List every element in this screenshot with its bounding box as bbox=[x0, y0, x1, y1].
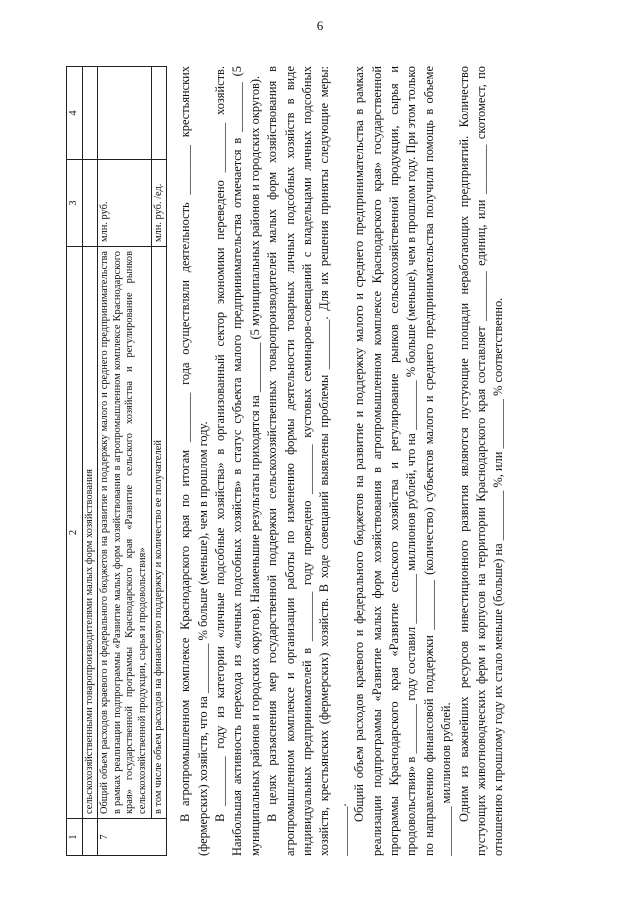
row-7b-unit: млн. руб. /ед. bbox=[151, 160, 167, 247]
page-number: 6 bbox=[316, 18, 324, 33]
header-cell-1: 1 bbox=[67, 819, 83, 856]
rotated-content bbox=[66, 66, 614, 856]
table-header-row bbox=[67, 67, 83, 856]
row-7-text: Общий объем расходов краевого и федерального бюджетов на развитие и поддержку малого и среднего предпринимательства в рамках реализации подпрограммы «Развитие малых форм хозяйствования в агропромышленном комплексе Краснодарского края» государственной программы Краснодарского края «Развитие сельского хозяйства и регулирование рынков сельскохозяйственной продукции, сырья и продовольствия» bbox=[98, 247, 151, 819]
header-cell-3: 3 bbox=[67, 160, 83, 247]
section-text: сельскохозяйственными товаропроизводителями малых форм хозяйствования bbox=[82, 247, 98, 819]
body-text bbox=[177, 66, 508, 856]
row-number: 7 bbox=[98, 819, 167, 856]
row-7b-text: в том числе объем расходов на финансовую поддержку и количество ее получателей bbox=[151, 247, 167, 819]
paragraph-3: В целях разъяснения мер государственной поддержки сельскохозяйственных товаропроизводителей малых форм хозяйствования в агропромышленном комплексе и организации работы по изменению формы деятельности товарных личных подсобных хозяйств в виде индивидуальных предпринимателей в ________ году проведено ________ кустовых семинаров-совещаний с владельцами личных подсобных хозяйств, крестьянских (фермерских) хозяйств. В ходе совещаний выявлены проблемы ________. Для их решения приняты следующие меры: ________. bbox=[265, 66, 349, 856]
header-cell-4: 4 bbox=[67, 67, 83, 160]
table-row-7 bbox=[98, 67, 151, 856]
paragraph-5: Одним из важнейших ресурсов инвестиционного развития являются пустующие площади неработающих предприятий. Количество пустующих животноводческих ферм и корпусов на территории Краснодарского края составляет ________ единиц, или ________ скотомест, по отношению к прошлому году их стало меньше (больше) на ________ %, или ________ % соответственно. bbox=[456, 66, 506, 856]
paragraph-4: Общий объем расходов краевого и федерального бюджетов на развитие и поддержку малого и среднего предпринимательства в рамках реализации подпрограммы «Развитие малых форм хозяйствования в агропромышленном комплексе Краснодарского края» государственной программы Краснодарского края «Развитие сельского хозяйства и регулирование рынков сельскохозяйственной продукции, сырья и продовольствия» в ________ году составил ________ миллионов рублей, что на ________ % больше (меньше), чем в прошлом году. При этом только по направлению финансовой поддержки ________ (количество) субъектов малого и среднего предпринимательства получили помощь в объеме ________ миллионов рублей. bbox=[352, 66, 454, 856]
paragraph-2: В ________ году из категории «личные подсобные хозяйства» в организованный сектор экономики переведено ________ хозяйств. Наибольшая активность перехода из «личных подсобных хозяйств» в статус субъекта малого предпринимательства отмечается в ________ (5 муниципальных районов и городских округов). Наименьшие результаты приходятся на ________ (5 муниципальных районов и городских округов). bbox=[212, 66, 262, 856]
paragraph-1: В агропромышленном комплексе Краснодарского края по итогам ________ года осуществляли деятельность ________ крестьянских (фермерских) хозяйств, что на ________ % больше (меньше), чем в прошлом году. bbox=[178, 66, 210, 856]
row-7-unit: млн. руб. bbox=[98, 160, 151, 247]
header-cell-2: 2 bbox=[67, 247, 83, 819]
table-row-section bbox=[82, 67, 98, 856]
table-row-7b bbox=[151, 67, 167, 856]
indicators-table bbox=[66, 66, 167, 856]
